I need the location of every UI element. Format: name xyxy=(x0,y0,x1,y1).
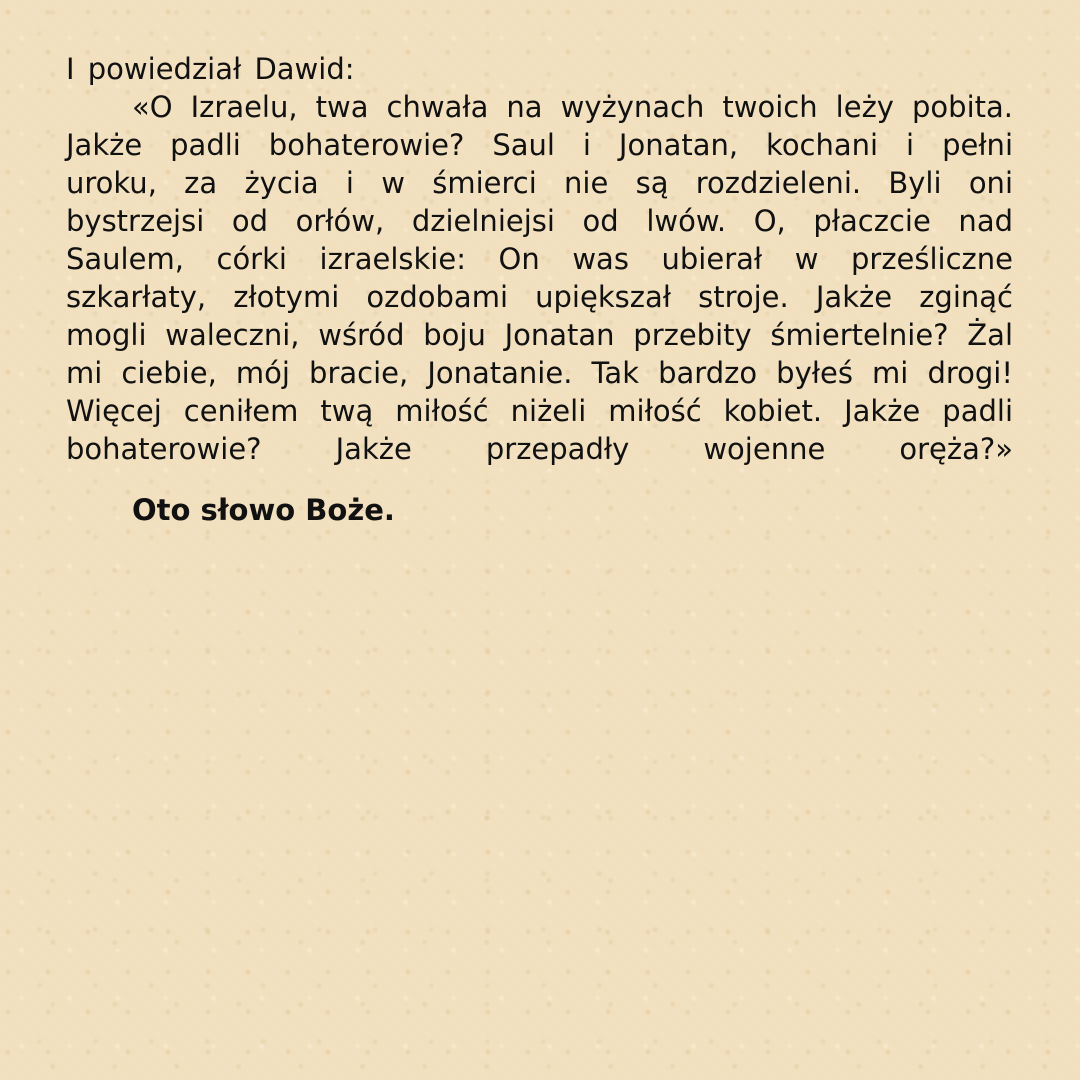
scripture-reading xyxy=(66,50,1013,529)
reading-text: «O Izraelu, twa chwała na wyżynach twoich leży pobita. Jakże padli bohaterowie? Saul i Jonatan, kochani i pełni uroku, za życia i w śmierci nie są rozdzieleni. Byli oni bystrzejsi od orłów, dzielniejsi od lwów. O, płaczcie nad Saulem, córki izraelskie: On was ubierał w prześliczne szkarłaty, złotymi ozdobami upiększał stroje. Jakże zginąć mogli waleczni, wśród boju Jonatan przebity śmiertelnie? Żal mi ciebie, mój bracie, Jonatanie. Tak bardzo byłeś mi drogi! Więcej ceniłem twą miłość niżeli miłość kobiet. Jakże padli bohaterowie? Jakże przepadły wojenne oręża?» xyxy=(66,90,1013,466)
reading-intro: I powiedział Dawid: xyxy=(66,52,355,86)
closing-acclamation: Oto słowo Boże. xyxy=(132,493,395,527)
